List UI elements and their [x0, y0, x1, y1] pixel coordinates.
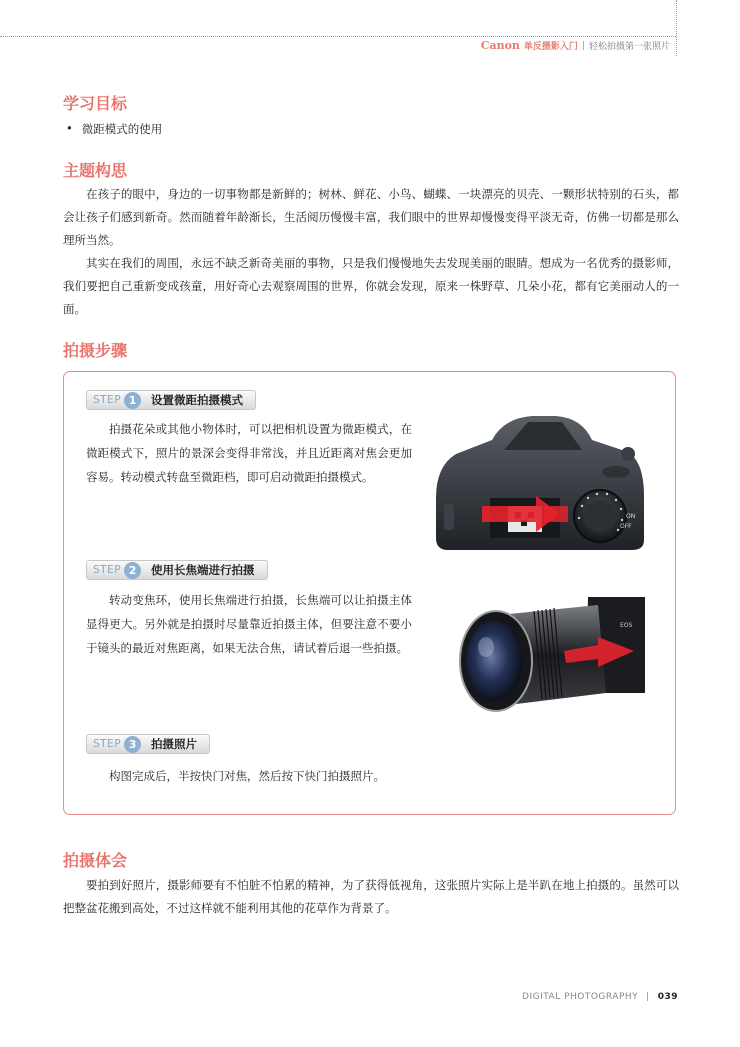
step-1-tag [86, 390, 256, 410]
lens-photo [438, 597, 645, 724]
header-vertical-dotted-line [676, 0, 677, 56]
steps-heading: 拍摄步骤 [63, 341, 128, 360]
step-2-tag [86, 560, 268, 580]
step-1-text: 拍摄花朵或其他小物体时，可以把相机设置为微距模式，在微距模式下，照片的景深会变得非常浅，并且近距离对焦会更加容易。转动模式转盘至微距档，即可启动微距拍摄模式。 [86, 422, 412, 484]
footer-separator: | [646, 992, 650, 1002]
step-2-text: 转动变焦环，使用长焦端进行拍摄，长焦端可以让拍摄主体显得更大。另外就是拍摄时尽量靠近拍摄主体，但要注意不要小于镜头的最近对焦距离，如果无法合焦，请试着后退一些拍摄。 [86, 593, 412, 655]
page-number: 039 [657, 992, 678, 1002]
goal-bullet-item [66, 121, 162, 137]
lens-illustration [438, 597, 645, 724]
dial-label-on: ON [626, 513, 636, 520]
experience-paragraph: 要拍到好照片，摄影师要有不怕脏不怕累的精神，为了获得低视角，这张照片实际上是半趴在地上拍摄的。虽然可以把整盆花搬到高处，不过这样就不能利用其他的花草作为背景了。 [63, 878, 679, 915]
canon-logo: Canon [480, 39, 520, 52]
step-3-text: 构图完成后，半按快门对焦，然后按下快门拍摄照片。 [109, 769, 385, 783]
step-1-title: 设置微距拍摄模式 [151, 393, 244, 407]
camera-illustration [432, 410, 648, 555]
concept-paragraph-1: 在孩子的眼中，身边的一切事物都是新鲜的；树林、鲜花、小鸟、蝴蝶、一块漂亮的贝壳、一颗形状特别的石头，都会让孩子们感到新奇。然而随着年龄渐长，生活阅历慢慢丰富，我们眼中的世界却慢慢变得平淡无奇，仿佛一切都是那么理所当然。 [63, 187, 679, 247]
header-dotted-line [0, 36, 676, 37]
running-header [481, 39, 670, 52]
chapter-title: 轻松拍摄第一张照片 [588, 42, 670, 52]
step-2-word: STEP [93, 564, 122, 576]
step-1-number: 1 [124, 392, 141, 409]
step-2-title: 使用长焦端进行拍摄 [151, 563, 255, 577]
step-3-title: 拍摄照片 [151, 737, 198, 751]
step-3-word: STEP [93, 738, 122, 750]
camera-model-label: EOS [620, 622, 633, 629]
step-2-number: 2 [124, 562, 141, 579]
step-3-number: 3 [124, 736, 141, 753]
header-separator: | [581, 40, 585, 51]
bullet-dot: • [66, 121, 73, 135]
footer-label: DIGITAL PHOTOGRAPHY [522, 992, 639, 1002]
goal-bullet-text: 微距模式的使用 [81, 122, 163, 136]
step-1-word: STEP [93, 394, 122, 406]
experience-heading: 拍摄体会 [63, 851, 128, 870]
step-3-tag [86, 734, 210, 754]
series-title: 单反摄影入门 [523, 42, 578, 52]
dial-label-off: OFF [620, 523, 632, 530]
concept-heading: 主题构思 [63, 161, 128, 180]
running-footer [522, 992, 678, 1002]
concept-paragraph-2: 其实在我们的周围，永远不缺乏新奇美丽的事物，只是我们慢慢地失去发现美丽的眼睛。想成为一名优秀的摄影师，我们要把自己重新变成孩童，用好奇心去观察周围的世界，你就会发现，原来一株野草、几朵小花，都有它美丽动人的一面。 [63, 256, 679, 316]
goal-heading: 学习目标 [63, 94, 128, 113]
camera-top-photo [432, 410, 648, 555]
